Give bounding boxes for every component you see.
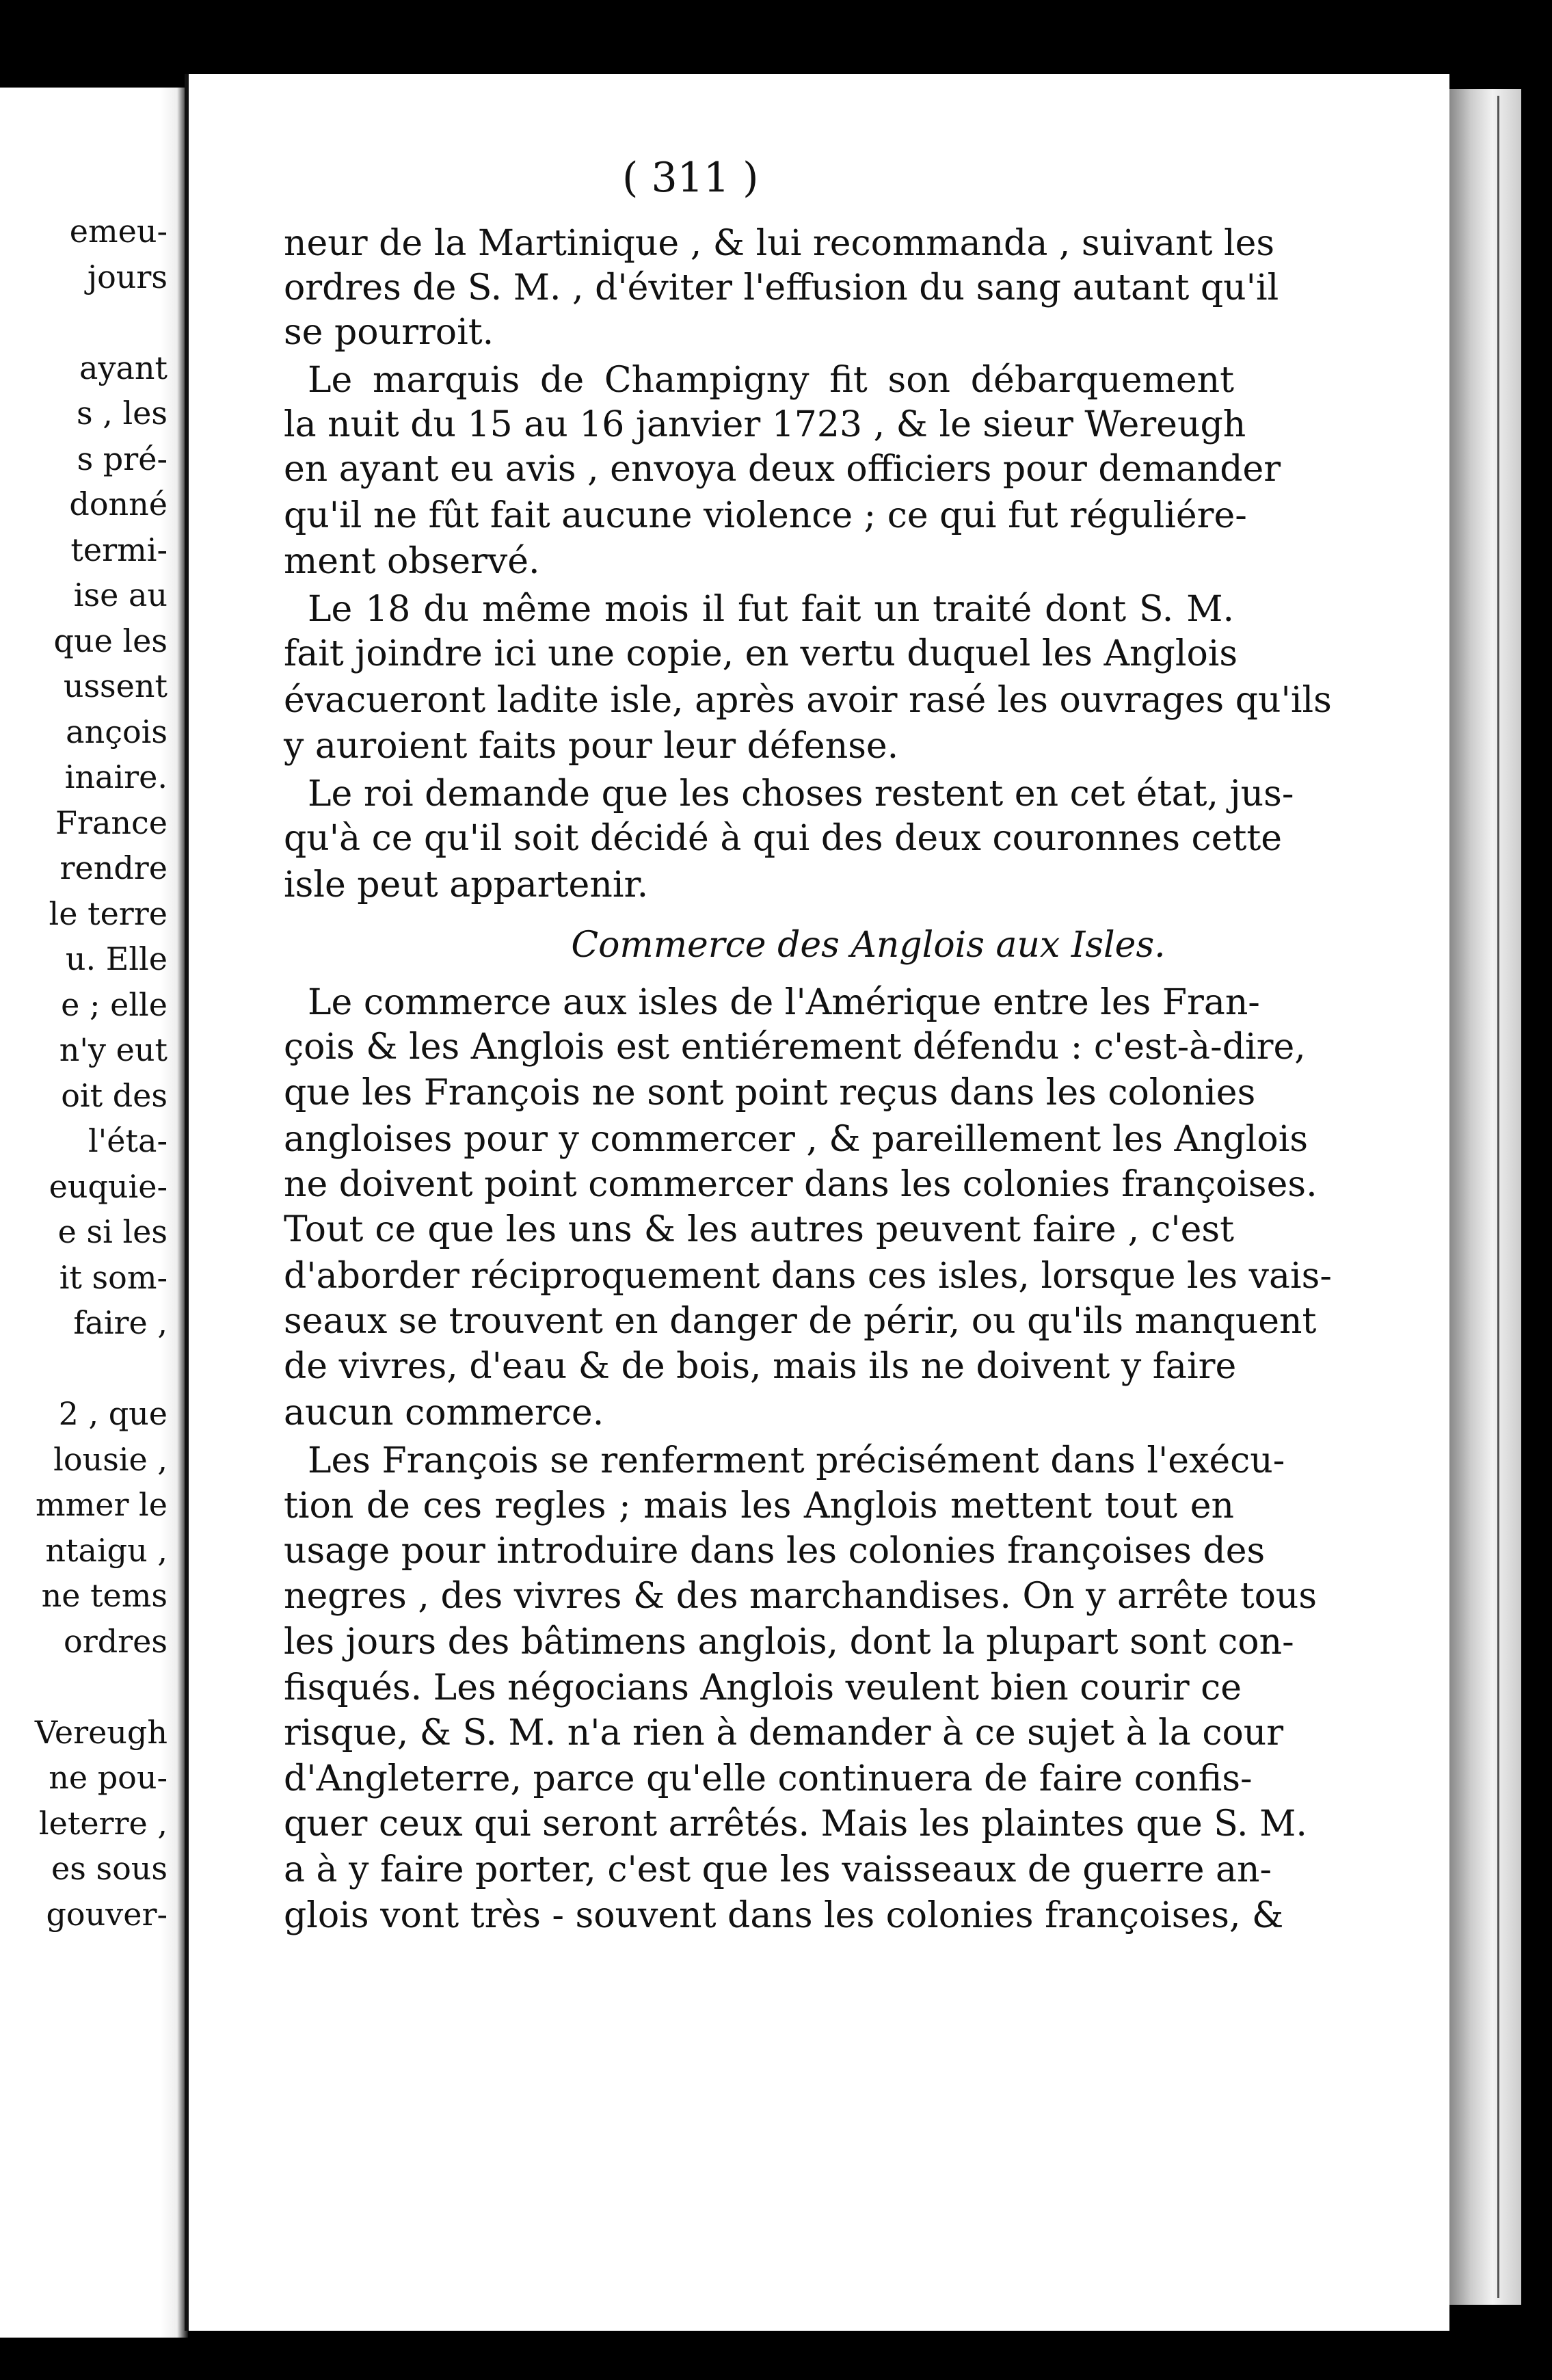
left-page-line: es sous <box>51 1850 168 1887</box>
text-line: Le marquis de Champigny fit son débarquement <box>308 360 1234 401</box>
text-line: aucun commerce. <box>284 1392 604 1433</box>
left-page-line: e si les <box>57 1213 168 1250</box>
left-page-line: ise au <box>73 577 168 613</box>
text-line: la nuit du 15 au 16 janvier 1723 , & le sieur Wereugh <box>284 404 1246 445</box>
left-page-line: ne tems <box>41 1577 168 1614</box>
left-page-line: oit des <box>61 1076 168 1114</box>
left-page-line: n'y eut <box>59 1031 168 1068</box>
left-page-line: emeu- <box>69 213 168 250</box>
left-page-line: leterre , <box>38 1804 168 1842</box>
page-edge <box>1456 96 1499 2298</box>
text-line: ment observé. <box>284 541 540 582</box>
text-line: a à y faire porter, c'est que les vaisseaux de guerre an- <box>284 1849 1272 1890</box>
left-page-line: termi- <box>70 531 168 568</box>
left-page-line: ussent <box>63 667 168 704</box>
left-page-line: ne pou- <box>49 1759 168 1796</box>
text-line: d'aborder réciproquement dans ces isles, lorsque les vais- <box>284 1256 1332 1297</box>
left-page-line: le terre <box>49 895 168 932</box>
left-page-line: euquie- <box>49 1167 168 1205</box>
left-page-line: l'éta- <box>88 1122 168 1159</box>
text-line: quer ceux qui seront arrêtés. Mais les plaintes que S. M. <box>284 1803 1307 1844</box>
text-line: en ayant eu avis , envoya deux officiers pour demander <box>284 449 1281 490</box>
text-line: Le roi demande que les choses restent en cet état, jus- <box>308 774 1294 815</box>
left-page-line: rendre <box>59 849 168 886</box>
left-page-line: France <box>55 804 168 841</box>
text-line: isle peut appartenir. <box>284 864 649 905</box>
text-line: se pourroit. <box>284 312 494 353</box>
left-page-line: faire , <box>73 1304 168 1341</box>
left-page-line: donné <box>69 486 168 523</box>
left-page-line: inaire. <box>64 758 168 795</box>
left-page-line: ançois <box>66 713 168 750</box>
left-page-line: e ; elle <box>61 986 168 1023</box>
left-page-line: Vereugh <box>34 1713 168 1751</box>
text-line: tion de ces regles ; mais les Anglois mettent tout en <box>284 1485 1234 1526</box>
section-heading: Commerce des Anglois aux Isles. <box>571 925 1166 966</box>
left-page-line: it som- <box>59 1258 168 1296</box>
left-page-line: u. Elle <box>65 940 168 977</box>
text-line: Tout ce que les uns & les autres peuvent faire , c'est <box>284 1209 1234 1250</box>
left-page-line: jours <box>87 258 168 295</box>
text-line: évacueront ladite isle, après avoir rasé les ouvrages qu'ils <box>284 680 1332 721</box>
left-page-line: ayant <box>79 349 168 386</box>
text-line: qu'il ne fût fait aucune violence ; ce qui fut réguliére- <box>284 495 1247 536</box>
text-line: y auroient faits pour leur défense. <box>284 726 899 767</box>
left-page-line: gouver- <box>46 1895 168 1933</box>
text-line: les jours des bâtimens anglois, dont la plupart sont con- <box>284 1622 1294 1663</box>
text-line: risque, & S. M. n'a rien à demander à ce sujet à la cour <box>284 1713 1284 1754</box>
page-number: ( 311 ) <box>622 154 759 202</box>
left-page-line: ordres <box>64 1622 168 1660</box>
text-line: ne doivent point commercer dans les colonies françoises. <box>284 1164 1317 1205</box>
text-line: d'Angleterre, parce qu'elle continuera de faire confis- <box>284 1758 1253 1799</box>
text-line: de vivres, d'eau & de bois, mais ils ne doivent y faire <box>284 1346 1237 1387</box>
text-line: usage pour introduire dans les colonies françoises des <box>284 1531 1266 1572</box>
text-line: Le 18 du même mois il fut fait un traité dont S. M. <box>308 589 1234 630</box>
text-line: que les François ne sont point reçus dans les colonies <box>284 1072 1256 1113</box>
text-line: neur de la Martinique , & lui recommanda , suivant les <box>284 223 1275 264</box>
text-line: Le commerce aux isles de l'Amérique entre les Fran- <box>308 982 1260 1023</box>
text-line: Les François se renferment précisément dans l'exécu- <box>308 1440 1285 1481</box>
text-line: angloises pour y commercer , & pareillement les Anglois <box>284 1119 1309 1160</box>
text-line: çois & les Anglois est entiérement défendu : c'est-à-dire, <box>284 1027 1306 1068</box>
left-page-line: mmer le <box>35 1486 168 1523</box>
left-page-line: ntaigu , <box>45 1531 168 1569</box>
text-line: fait joindre ici une copie, en vertu duquel les Anglois <box>284 633 1238 674</box>
left-page-line: que les <box>53 622 168 659</box>
text-line: ordres de S. M. , d'éviter l'effusion du sang autant qu'il <box>284 267 1279 308</box>
text-line: negres , des vivres & des marchandises. On y arrête tous <box>284 1576 1317 1617</box>
left-page-line: s pré- <box>77 440 168 477</box>
left-page-line: 2 , que <box>58 1395 168 1432</box>
text-line: qu'à ce qu'il soit décidé à qui des deux couronnes cette <box>284 818 1283 859</box>
left-page-line: lousie , <box>53 1440 168 1478</box>
text-line: fisqués. Les négocians Anglois veulent bien courir ce <box>284 1667 1242 1708</box>
text-line: glois vont très - souvent dans les colonies françoises, & <box>284 1895 1284 1936</box>
text-line: seaux se trouvent en danger de périr, ou qu'ils manquent <box>284 1301 1317 1342</box>
left-page-line: s , les <box>76 395 168 432</box>
